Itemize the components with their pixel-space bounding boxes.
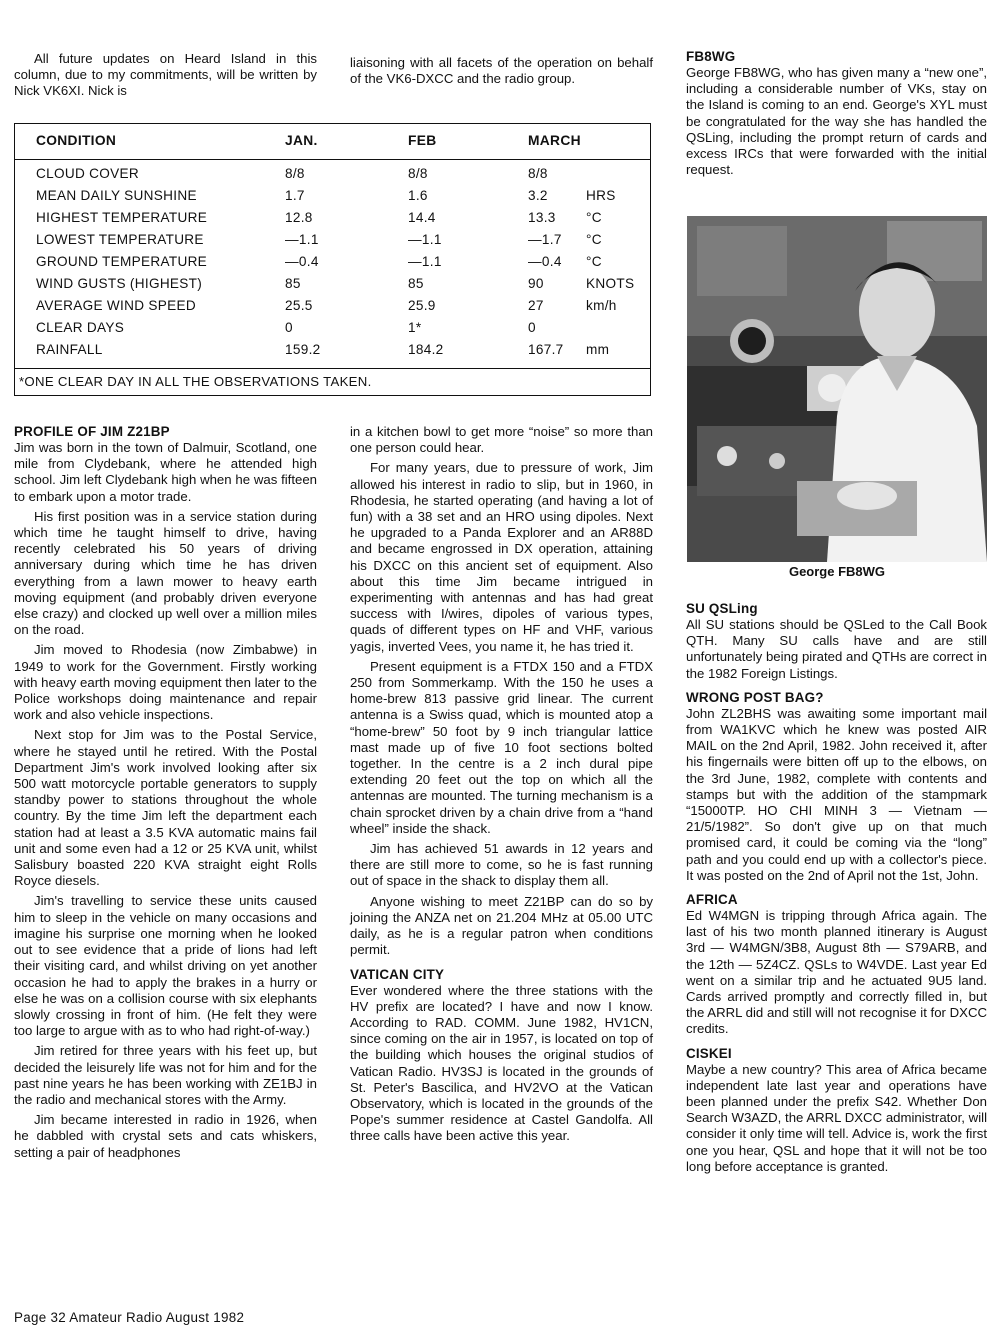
row-label: RAINFALL [36, 342, 103, 357]
row-jan: 159.2 [285, 342, 321, 357]
ciskei-text: Maybe a new country? This area of Africa became independent late last year and operations have been planned under the prefix S42. Whether Don Search W3AZD, the ARRL DXCC administrator, will consider it only time will tell. Advice is, work the first one you hear, QSL and hope that it will not be too long before acceptance is granted. [686, 1061, 987, 1174]
postbag-heading: WRONG POST BAG? [686, 689, 824, 705]
row-label: GROUND TEMPERATURE [36, 254, 208, 269]
row-jan: 12.8 [285, 210, 313, 225]
row-march: 0 [528, 320, 536, 335]
row-march: 3.2 [528, 188, 548, 203]
africa-text: Ed W4MGN is tripping through Africa again. The last of his two month planned itinerary is August 3rd — W4MGN/3B8, August 8th — S79ARB, and the 12th — 5Z4CZ. QSLs to W4VDE. Last year Ed went on a similar trip and he actuated 9U5 land. Cards arrived promptly and correctly filled in, but the ARRL did and still will not recognise it for DXCC credits. [686, 908, 987, 1037]
header-jan: JAN. [285, 133, 318, 148]
row-march: 90 [528, 276, 544, 291]
row-unit: km/h [586, 298, 617, 313]
weather-table-header [15, 124, 650, 160]
weather-table-footnote-row [15, 368, 650, 395]
row-jan: —1.1 [285, 232, 319, 247]
row-unit: KNOTS [586, 276, 635, 291]
row-march: 27 [528, 298, 544, 313]
su-heading: SU QSLing [686, 601, 758, 616]
africa-heading: AFRICA [686, 892, 738, 908]
row-jan: 25.5 [285, 298, 313, 313]
row-jan: 1.7 [285, 188, 305, 203]
row-label: MEAN DAILY SUNSHINE [36, 188, 197, 203]
profile-paragraph: Jim retired for three years with his feet up, but decided the leisurely life was not for him and for the past nine years he has been working with ZE1BJ in the radio and mechanical stores with the Army. [14, 1043, 317, 1107]
profile-paragraph: Jim has achieved 51 awards in 12 years and there are still more to come, so he is fast running out of space in the shack to display them all. [350, 841, 653, 889]
fb8wg-heading: FB8WG [686, 49, 736, 64]
row-unit: °C [586, 254, 602, 269]
intro-text-right: liaisoning with all facets of the operation on behalf of the VK6-DXCC and the radio group. [350, 55, 653, 87]
profile-paragraph: Jim became interested in radio in 1926, when he dabbled with crystal sets and cats whiskers, setting a pair of headphones [14, 1112, 317, 1160]
profile-paragraph: in a kitchen bowl to get more “noise” so more than one person could hear. [350, 424, 653, 456]
row-unit: mm [586, 342, 610, 357]
row-label: LOWEST TEMPERATURE [36, 232, 204, 247]
profile-paragraph: Jim's travelling to service these units caused him to sleep in the vehicle on many occasions and imagine his surprise one morning when he looked out to see evidence that a pride of lions had left their visiting card, and whilst driving on yet another occasion he had to apply the brakes in a hurry or else he was on a collision course with six elephants slowly crossing in front of him. (He felt they were too large to argue with as to who had right-of-way.) [14, 893, 317, 1039]
row-march: —0.4 [528, 254, 562, 269]
profile-paragraph: Present equipment is a FTDX 150 and a FTDX 250 from Sommerkamp. With the 150 he uses a home-brew 813 passive grid linear. The current antenna is a Swiss quad, which is mounted atop a “home-brew” 50 foot by 9 inch triangular lattice mast made up of five 10 foot sections bolted together. In the centre is a 2 inch dural pipe extending 20 feet out the top on which all the antennas are mounted. The turning mechanism is a chain sprocket driven by a chain drive from a “hand wheel” inside the shack. [350, 658, 653, 836]
row-label: CLOUD COVER [36, 166, 140, 181]
intro-text-left: All future updates on Heard Island in this column, due to my commitments, will be written by Nick VK6XI. Nick is [14, 51, 317, 99]
row-feb: 8/8 [408, 166, 428, 181]
row-jan: 85 [285, 276, 301, 291]
profile-heading: PROFILE OF JIM Z21BP [14, 424, 170, 439]
row-jan: 0 [285, 320, 293, 335]
row-feb: 85 [408, 276, 424, 291]
photo-caption: George FB8WG [788, 564, 886, 579]
page-footer: Page 32 Amateur Radio August 1982 [14, 1310, 245, 1325]
column3-news [686, 601, 987, 1175]
profile-paragraph: His first position was in a service station during which time he taught himself to drive, having recently celebrated his 50 years of driving anniversary during which time he has driven everything from a lawn mower to heavy earth moving equipment (and probably driven everyone else crazy) and clocked up well over a million miles on the road. [14, 508, 317, 638]
postbag-text: John ZL2BHS was awaiting some important mail from WA1KVC which he knew was posted AIR MAIL on the 2nd April, 1982. John received it, after his fingernails were bitten off up to the elbows, on the 3rd June, 1982, complete with contents and stamps but with the addition of the stampmark “15000TP. HO CHI MINH 3 — Vietnam — 21/5/1982”. So don't give up on that much promised card, it could be coming via the “long” path and you could end up with a collector's piece. It was posted on the 2nd of April not the 1st, John. [686, 705, 987, 883]
george-fb8wg-photo [687, 216, 987, 562]
weather-footnote: *ONE CLEAR DAY IN ALL THE OBSERVATIONS TAKEN. [19, 374, 372, 389]
row-march: 8/8 [528, 166, 548, 181]
row-feb: 1.6 [408, 188, 428, 203]
fb8wg-text: George FB8WG, who has given many a “new one”, including a considerable number of VKs, stay on the Island is coming to an end. George's XYL must be congratulated for the way she has handled the QSLing, including the prompt return of cards and excess IRCs that were forwarded with the initial request. [686, 65, 987, 178]
row-label: WIND GUSTS (HIGHEST) [36, 276, 203, 291]
row-unit: °C [586, 210, 602, 225]
row-feb: —1.1 [408, 254, 442, 269]
row-march: 167.7 [528, 342, 564, 357]
row-unit: HRS [586, 188, 616, 203]
fb8wg-section [686, 49, 987, 178]
row-feb: 184.2 [408, 342, 444, 357]
row-feb: 14.4 [408, 210, 436, 225]
row-label: HIGHEST TEMPERATURE [36, 210, 208, 225]
profile-paragraph: For many years, due to pressure of work, Jim allowed his interest in radio to slip, but in 1960, in Rhodesia, he started operating (and having a lot of fun) with a 38 set and an HRO using dipoles. Next he upgraded to a Panda Explorer and an AR88D and became engrossed in DX operation, attaining his DXCC on this ancient set of equipment. Also about this time Jim became intrigued in experimenting with antennas and has had great success with I/wires, dipoles of various types, quads of different types on HF and VHF, various yagis, inverted Vees, you name it, he has tried it. [350, 460, 653, 654]
profile-paragraph: Jim moved to Rhodesia (now Zimbabwe) in 1949 to work for the Government. Firstly working with heavy earth moving equipment then later to the Police workshops doing maintenance and repair work and also vehicle inspections. [14, 642, 317, 723]
row-march: 13.3 [528, 210, 556, 225]
header-feb: FEB [408, 133, 437, 148]
row-feb: 25.9 [408, 298, 436, 313]
row-jan: 8/8 [285, 166, 305, 181]
row-label: AVERAGE WIND SPEED [36, 298, 196, 313]
vatican-heading: VATICAN CITY [350, 966, 445, 982]
su-text: All SU stations should be QSLed to the Call Book QTH. Many SU calls have and are still unfortunately being pirated and QTHs are correct in the 1982 Foreign Listings. [686, 617, 987, 681]
row-feb: 1* [408, 320, 422, 335]
profile-paragraph: Anyone wishing to meet Z21BP can do so by joining the ANZA net on 21.204 MHz at 05.00 UTC daily, as he is a regular patron when conditions permit. [350, 893, 653, 958]
header-condition: CONDITION [36, 133, 117, 148]
row-march: —1.7 [528, 232, 562, 247]
header-march: MARCH [528, 133, 581, 148]
profile-paragraph: Next stop for Jim was to the Postal Service, where he stayed until he retired. With the Postal Department Jim's work involved looking after six 500 watt motorcycle portable generators to supply standby power to stations throughout the whole country. By the time Jim left the department each station had at least a 3.5 KVA automatic mains fail unit and some even had a 12 or 25 KVA unit, whilst Salisbury boasted 220 KVA straight eight Rolls Royce diesels. [14, 727, 317, 889]
row-jan: —0.4 [285, 254, 319, 269]
profile-paragraph: Jim was born in the town of Dalmuir, Scotland, one mile from Clydebank, where he attended high school. Jim left Clydebank high when he was fifteen to embark upon a motor trade. [14, 440, 317, 504]
profile-article-col1 [14, 424, 317, 1161]
row-feb: —1.1 [408, 232, 442, 247]
weather-table [14, 123, 651, 396]
row-unit: °C [586, 232, 602, 247]
row-label: CLEAR DAYS [36, 320, 125, 335]
vatican-text: Ever wondered where the three stations with the HV prefix are located? I have and now I know. According to RAD. COMM. June 1982, HV1CN, since coming on the air in 1957, is located on top of the building which houses the original studios of Vatican Radio. HV3SJ is located in the grounds of St. Peter's Bascilica, and HV2VO at the Vatican Observatory, which is located in the grounds of the Pope's summer residence at Castel Gandolfa. All three calls have been active this year. [350, 982, 653, 1144]
ciskei-heading: CISKEI [686, 1045, 732, 1061]
profile-article-col2 [350, 424, 653, 1145]
